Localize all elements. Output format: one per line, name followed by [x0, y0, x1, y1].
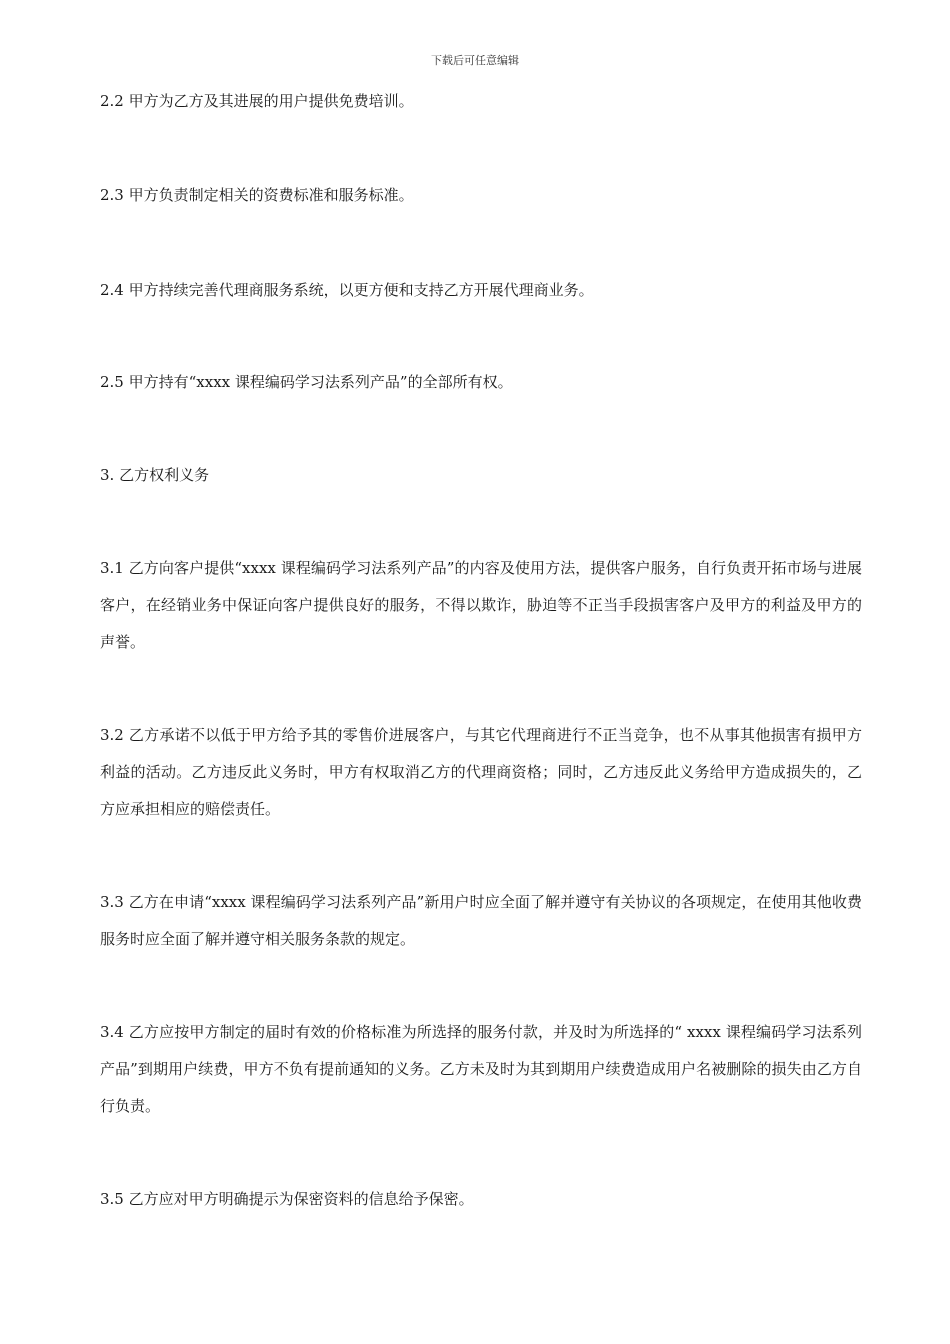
clause-2-4: 2.4 甲方持续完善代理商服务系统，以更方便和支持乙方开展代理商业务。: [100, 281, 594, 299]
clause-3-3: 3.3 乙方在申请“xxxx 课程编码学习法系列产品”新用户时应全面了解并遵守有关协议的各项规定，在使用其他收费服务时应全面了解并遵守相关服务条款的规定。: [100, 893, 862, 948]
clause-2-3: 2.3 甲方负责制定相关的资费标准和服务标准。: [100, 186, 414, 204]
clause-3-2: 3.2 乙方承诺不以低于甲方给予其的零售价进展客户，与其它代理商进行不正当竞争，也不从事其他损害有损甲方利益的活动。乙方违反此义务时，甲方有权取消乙方的代理商资格；同时，乙方违反此义务给甲方造成损失的，乙方应承担相应的赔偿责任。: [100, 726, 862, 818]
clause-3-5: 3.5 乙方应对甲方明确提示为保密资料的信息给予保密。: [100, 1190, 474, 1208]
clause-3-4: 3.4 乙方应按甲方制定的届时有效的价格标准为所选择的服务付款，并及时为所选择的“ xxxx 课程编码学习法系列产品”到期用户续费，甲方不负有提前通知的义务。乙方未及时为其到期用户续费造成用户名被删除的损失由乙方自行负责。: [100, 1023, 862, 1115]
clause-2-2: 2.2 甲方为乙方及其进展的用户提供免费培训。: [100, 92, 414, 110]
section-3-heading: 3. 乙方权利义务: [100, 466, 210, 484]
clause-2-5: 2.5 甲方持有“xxxx 课程编码学习法系列产品”的全部所有权。: [100, 373, 513, 391]
clause-3-1: 3.1 乙方向客户提供“xxxx 课程编码学习法系列产品”的内容及使用方法，提供客户服务，自行负责开拓市场与进展客户，在经销业务中保证向客户提供良好的服务，不得以欺诈，胁迫等不正当手段损害客户及甲方的利益及甲方的声誉。: [100, 559, 862, 651]
page-header: 下载后可任意编辑: [431, 54, 519, 67]
